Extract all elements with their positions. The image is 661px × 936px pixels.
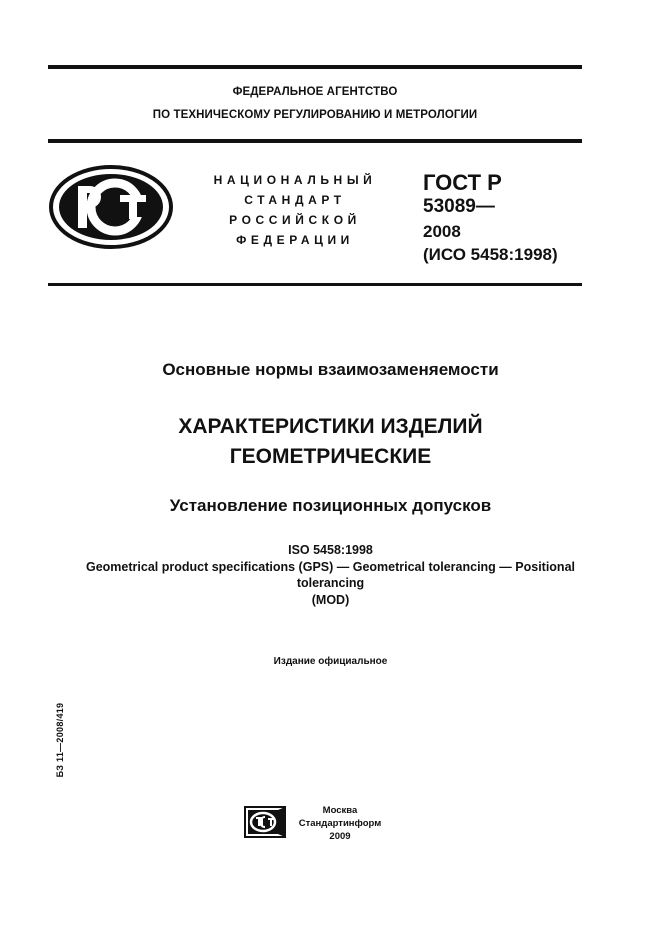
rst-mark-logo bbox=[48, 164, 174, 250]
agency-line-1: ФЕДЕРАЛЬНОЕ АГЕНТСТВО bbox=[232, 86, 398, 98]
gost-designation-line-2: 53089— bbox=[423, 196, 495, 217]
title-main-line-1: ХАРАКТЕРИСТИКИ ИЗДЕЛИЙ bbox=[178, 415, 483, 438]
iso-number: ISO 5458:1998 bbox=[288, 543, 373, 557]
publisher-city: Москва bbox=[322, 805, 358, 816]
title-group: Основные нормы взаимозаменяемости bbox=[162, 360, 499, 379]
edition-label: Издание официальное bbox=[273, 656, 388, 667]
top-rule bbox=[48, 65, 582, 69]
publisher-year: 2009 bbox=[329, 831, 351, 842]
title-main-line-2: ГЕОМЕТРИЧЕСКИЕ bbox=[229, 445, 432, 468]
designation-rule bbox=[48, 283, 582, 286]
title-subtitle: Установление позиционных допусков bbox=[169, 496, 492, 515]
standartinform-logo bbox=[244, 806, 286, 838]
gost-designation-line-3: 2008 bbox=[423, 222, 461, 241]
side-code: БЗ 11—2008/419 bbox=[55, 702, 65, 778]
national-standard-line-3: РОССИЙСКОЙ bbox=[229, 213, 361, 227]
rst-mark-icon bbox=[48, 164, 174, 250]
national-standard-line-2: СТАНДАРТ bbox=[244, 193, 346, 207]
iso-title-line-2: tolerancing bbox=[296, 576, 365, 590]
national-standard-line-1: НАЦИОНАЛЬНЫЙ bbox=[213, 173, 377, 187]
standartinform-icon bbox=[244, 806, 286, 838]
national-standard-line-4: ФЕДЕРАЦИИ bbox=[236, 233, 354, 247]
publisher-name: Стандартинформ bbox=[298, 818, 382, 829]
gost-designation-line-1: ГОСТ Р bbox=[423, 170, 502, 195]
gost-designation-line-4: (ИСО 5458:1998) bbox=[423, 245, 558, 264]
iso-title-line-1: Geometrical product specifications (GPS) — Geometrical tolerancing — Positional bbox=[86, 560, 575, 574]
header-rule bbox=[48, 139, 582, 143]
iso-mod: (MOD) bbox=[311, 593, 350, 607]
agency-line-2: ПО ТЕХНИЧЕСКОМУ РЕГУЛИРОВАНИЮ И МЕТРОЛОГИИ bbox=[152, 109, 478, 121]
